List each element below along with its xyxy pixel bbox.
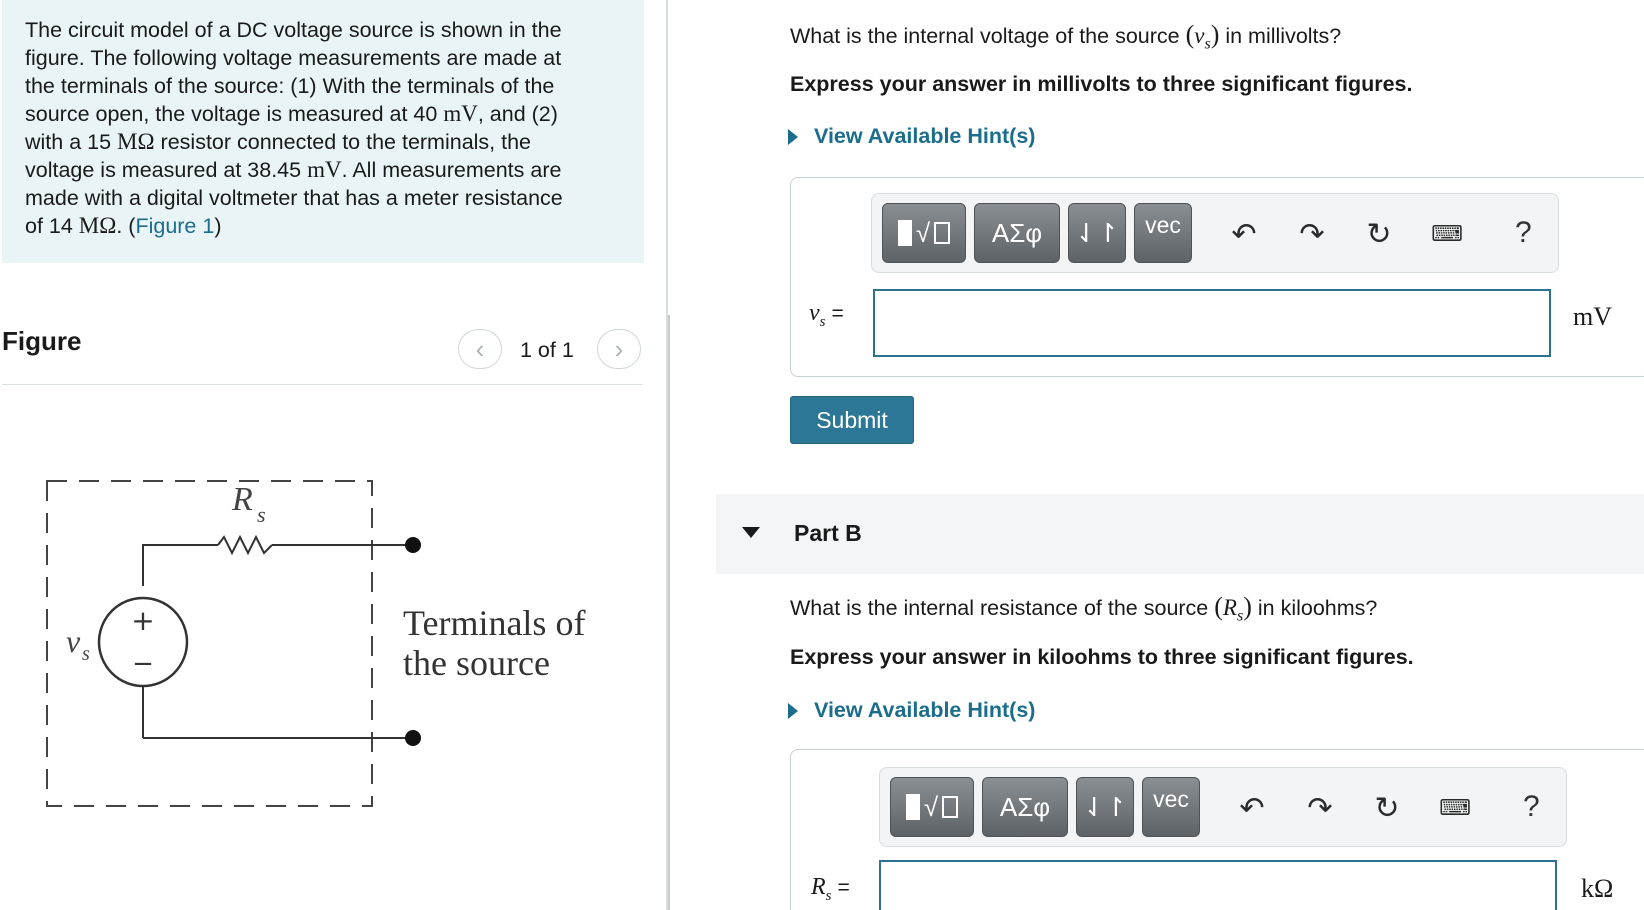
help-icon[interactable]: ? (1523, 790, 1540, 823)
vec-label: vec (1153, 786, 1189, 812)
part-b-hint-link[interactable] (788, 698, 1035, 723)
terminal-bottom (405, 730, 421, 746)
hint-label: View Available Hint(s) (814, 698, 1036, 722)
part-b-unit: kΩ (1581, 874, 1614, 903)
template-button[interactable] (890, 777, 974, 837)
vector-button[interactable] (1134, 203, 1192, 263)
greek-symbols-button[interactable] (974, 203, 1060, 263)
greek-symbols-button[interactable] (982, 777, 1068, 837)
problem-line: of 14 MΩ. (Figure 1) (25, 213, 222, 238)
greek-label: ΑΣφ (991, 217, 1043, 248)
next-figure-button[interactable] (597, 329, 641, 369)
resistor-rs (218, 537, 272, 553)
part-a-hint-link[interactable] (788, 124, 1035, 149)
undo-icon[interactable]: ↶ (1239, 791, 1265, 825)
problem-line: with a 15 MΩ resistor connected to the terminals, the (25, 129, 532, 154)
problem-line: figure. The following voltage measurements are made at (25, 46, 562, 70)
keyboard-icon[interactable]: ⌨ (1439, 795, 1471, 820)
template-sqrt-icon: √ (906, 792, 958, 823)
problem-line: The circuit model of a DC voltage source is shown in the (25, 18, 562, 42)
part-b-title: Part B (794, 520, 862, 546)
problem-line: made with a digital voltmeter that has a meter resistance (25, 186, 563, 210)
terminals-label-1: Terminals of (403, 603, 586, 643)
source-enclosure (47, 481, 372, 806)
figure-pager-count: 1 of 1 (520, 338, 574, 362)
source-label: v (66, 623, 81, 659)
undo-icon[interactable]: ↶ (1231, 217, 1257, 251)
wire-top-left (143, 545, 218, 586)
part-a-question: What is the internal voltage of the source $(v_s)$ in millivolts? (790, 20, 1342, 53)
part-b-answer-input[interactable] (879, 860, 1557, 910)
source-sub: s (82, 643, 90, 665)
reset-icon[interactable]: ↻ (1374, 791, 1400, 825)
vector-button[interactable] (1142, 777, 1200, 837)
redo-icon[interactable]: ↷ (1299, 217, 1325, 251)
part-b-instruction: Express your answer in kiloohms to three significant figures. (790, 645, 1414, 669)
prev-figure-button[interactable] (458, 329, 502, 369)
subscript-superscript-button[interactable] (1076, 777, 1134, 837)
sub-sup-icon: ⇃↾ (1083, 791, 1127, 822)
reset-icon[interactable]: ↻ (1366, 217, 1392, 251)
left-panel (0, 0, 668, 910)
template-button[interactable] (882, 203, 966, 263)
terminal-top (405, 537, 421, 553)
resistor-label: R (232, 481, 253, 518)
minus-sign: − (132, 649, 154, 679)
part-b-var-label: $R_s$ = (811, 874, 850, 904)
vec-label: vec (1145, 212, 1181, 238)
part-a-answer-input[interactable] (873, 289, 1551, 357)
figure-divider (2, 384, 642, 385)
panel-divider-accent (668, 315, 670, 910)
problem-line: voltage is measured at 38.45 mV. All measurements are (25, 157, 562, 182)
caret-down-icon (742, 527, 760, 538)
resistor-sub: s (257, 502, 266, 527)
submit-button[interactable]: Submit (790, 396, 914, 444)
part-b-answer-panel (790, 749, 1644, 910)
problem-statement (2, 0, 644, 263)
math-toolbar (879, 767, 1567, 847)
redo-icon[interactable]: ↷ (1307, 791, 1333, 825)
part-b-question: What is the internal resistance of the source $(R_s)$ in kiloohms? (790, 592, 1378, 625)
chevron-left-icon: ‹ (475, 333, 485, 364)
math-toolbar (871, 193, 1559, 273)
keyboard-icon[interactable]: ⌨ (1431, 221, 1463, 246)
part-a-unit: mV (1573, 302, 1612, 331)
plus-sign: + (131, 604, 155, 637)
circuit-diagram (0, 460, 640, 820)
figure-heading: Figure (2, 326, 82, 356)
part-a-instruction: Express your answer in millivolts to three significant figures. (790, 72, 1413, 96)
part-a-answer-panel (790, 177, 1644, 377)
terminals-label-2: the source (403, 643, 550, 683)
part-a-var-label: $v_s$ = (809, 300, 844, 330)
caret-right-icon (788, 129, 798, 145)
greek-label: ΑΣφ (999, 791, 1051, 822)
subscript-superscript-button[interactable] (1068, 203, 1126, 263)
part-b-header[interactable] (716, 494, 1644, 574)
caret-right-icon (788, 703, 798, 719)
problem-line: source open, the voltage is measured at 40 mV, and (2) (25, 101, 558, 126)
chevron-right-icon: › (614, 333, 624, 364)
sub-sup-icon: ⇃↾ (1075, 217, 1119, 248)
problem-line: the terminals of the source: (1) With the terminals of the (25, 74, 555, 98)
template-sqrt-icon: √ (898, 218, 950, 249)
figure-link[interactable]: Figure 1 (135, 214, 215, 238)
hint-label: View Available Hint(s) (814, 124, 1036, 148)
help-icon[interactable]: ? (1515, 216, 1532, 249)
